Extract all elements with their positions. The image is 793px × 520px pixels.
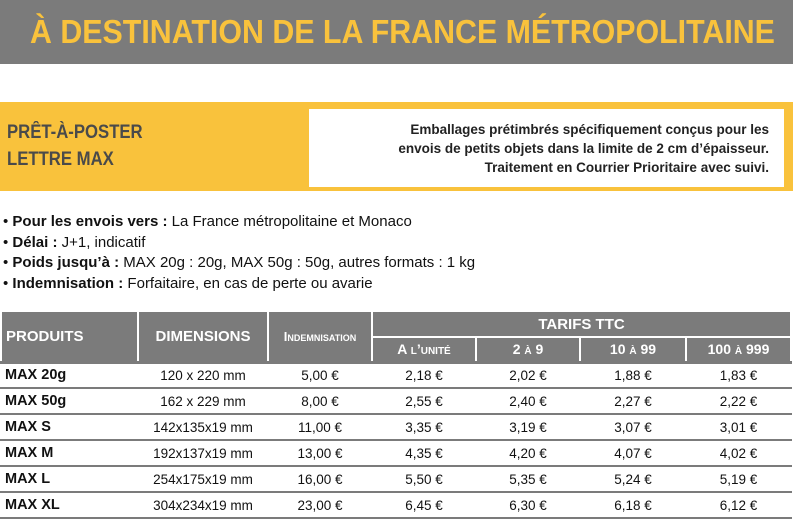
table-row <box>1 414 791 440</box>
info-value: Forfaitaire, en cas de perte ou avarie <box>123 274 373 292</box>
header-unit: A l’unité <box>372 337 476 362</box>
product-cell: MAX M <box>1 440 138 466</box>
price-2-9-cell: 3,19 € <box>476 414 580 440</box>
description-line3: Traitement en Courrier Prioritaire avec suivi. <box>484 160 769 175</box>
price-unit-cell: 3,35 € <box>372 414 476 440</box>
table-row <box>1 492 791 518</box>
price-100-999-cell: 5,19 € <box>686 466 791 492</box>
product-cell: MAX 20g <box>1 362 138 388</box>
product-cell: MAX XL <box>1 492 138 518</box>
price-2-9-cell: 5,35 € <box>476 466 580 492</box>
dimensions-cell: 142x135x19 mm <box>138 414 268 440</box>
info-compensation: • Indemnisation : Forfaitaire, en cas de perte ou avarie <box>3 274 373 292</box>
price-10-99-cell: 3,07 € <box>580 414 686 440</box>
table-row <box>1 388 791 414</box>
product-cell: MAX L <box>1 466 138 492</box>
price-10-99-cell: 1,88 € <box>580 362 686 388</box>
header-tarifs: TARIFS TTC <box>372 311 791 337</box>
price-100-999-cell: 3,01 € <box>686 414 791 440</box>
info-weight: • Poids jusqu’à : MAX 20g : 20g, MAX 50g : 50g, autres formats : 1 kg <box>3 254 476 271</box>
indemnisation-cell: 5,00 € <box>268 362 372 388</box>
price-100-999-cell: 2,22 € <box>686 388 791 414</box>
description-line2: envois de petits objets dans la limite de 2 cm d’épaisseur. <box>398 141 769 156</box>
product-band <box>0 102 793 191</box>
product-cell: MAX 50g <box>1 388 138 414</box>
dimensions-cell: 304x234x19 mm <box>138 492 268 518</box>
description-line1: Emballages prétimbrés spécifiquement conçus pour les <box>410 122 769 137</box>
title-band <box>0 0 793 64</box>
header-indemnisation: Indemnisation <box>268 311 372 362</box>
dimensions-cell: 192x137x19 mm <box>138 440 268 466</box>
price-unit-cell: 5,50 € <box>372 466 476 492</box>
price-100-999-cell: 6,12 € <box>686 492 791 518</box>
price-100-999-cell: 1,83 € <box>686 362 791 388</box>
info-value: MAX 20g : 20g, MAX 50g : 50g, autres formats : 1 kg <box>119 254 476 271</box>
header-dimensions: DIMENSIONS <box>138 311 268 362</box>
info-label: Pour les envois vers : <box>12 213 168 230</box>
table-row <box>1 466 791 492</box>
indemnisation-cell: 11,00 € <box>268 414 372 440</box>
product-cell: MAX S <box>1 414 138 440</box>
price-2-9-cell: 2,02 € <box>476 362 580 388</box>
indemnisation-cell: 13,00 € <box>268 440 372 466</box>
info-label: Délai : <box>12 233 58 251</box>
price-10-99-cell: 4,07 € <box>580 440 686 466</box>
header-products: PRODUITS <box>1 311 138 362</box>
info-list <box>3 212 475 294</box>
price-10-99-cell: 2,27 € <box>580 388 686 414</box>
indemnisation-cell: 16,00 € <box>268 466 372 492</box>
price-100-999-cell: 4,02 € <box>686 440 791 466</box>
price-unit-cell: 2,55 € <box>372 388 476 414</box>
price-10-99-cell: 6,18 € <box>580 492 686 518</box>
header-10-99: 10 à 99 <box>580 337 686 362</box>
price-unit-cell: 4,35 € <box>372 440 476 466</box>
page-title: À DESTINATION DE LA FRANCE MÉTROPOLITAINE <box>30 13 775 50</box>
product-name <box>7 119 143 173</box>
dimensions-cell: 162 x 229 mm <box>138 388 268 414</box>
product-name-line1: PRÊT-À-POSTER <box>7 122 143 143</box>
info-destination: • Pour les envois vers : La France métropolitaine et Monaco <box>3 213 412 230</box>
price-2-9-cell: 6,30 € <box>476 492 580 518</box>
info-label: Indemnisation : <box>12 274 124 292</box>
price-unit-cell: 6,45 € <box>372 492 476 518</box>
price-2-9-cell: 4,20 € <box>476 440 580 466</box>
header-2-9: 2 à 9 <box>476 337 580 362</box>
price-2-9-cell: 2,40 € <box>476 388 580 414</box>
dimensions-cell: 254x175x19 mm <box>138 466 268 492</box>
product-name-line2: LETTRE MAX <box>7 149 114 170</box>
info-value: La France métropolitaine et Monaco <box>167 213 412 230</box>
table-row <box>1 362 791 388</box>
header-100-999: 100 à 999 <box>686 337 791 362</box>
product-description <box>309 109 784 187</box>
indemnisation-cell: 8,00 € <box>268 388 372 414</box>
indemnisation-cell: 23,00 € <box>268 492 372 518</box>
table-row <box>1 440 791 466</box>
info-delay: • Délai : J+1, indicatif <box>3 233 146 251</box>
price-10-99-cell: 5,24 € <box>580 466 686 492</box>
price-unit-cell: 2,18 € <box>372 362 476 388</box>
info-value: J+1, indicatif <box>57 233 146 251</box>
dimensions-cell: 120 x 220 mm <box>138 362 268 388</box>
tariff-table <box>0 310 792 519</box>
info-label: Poids jusqu’à : <box>12 254 120 271</box>
